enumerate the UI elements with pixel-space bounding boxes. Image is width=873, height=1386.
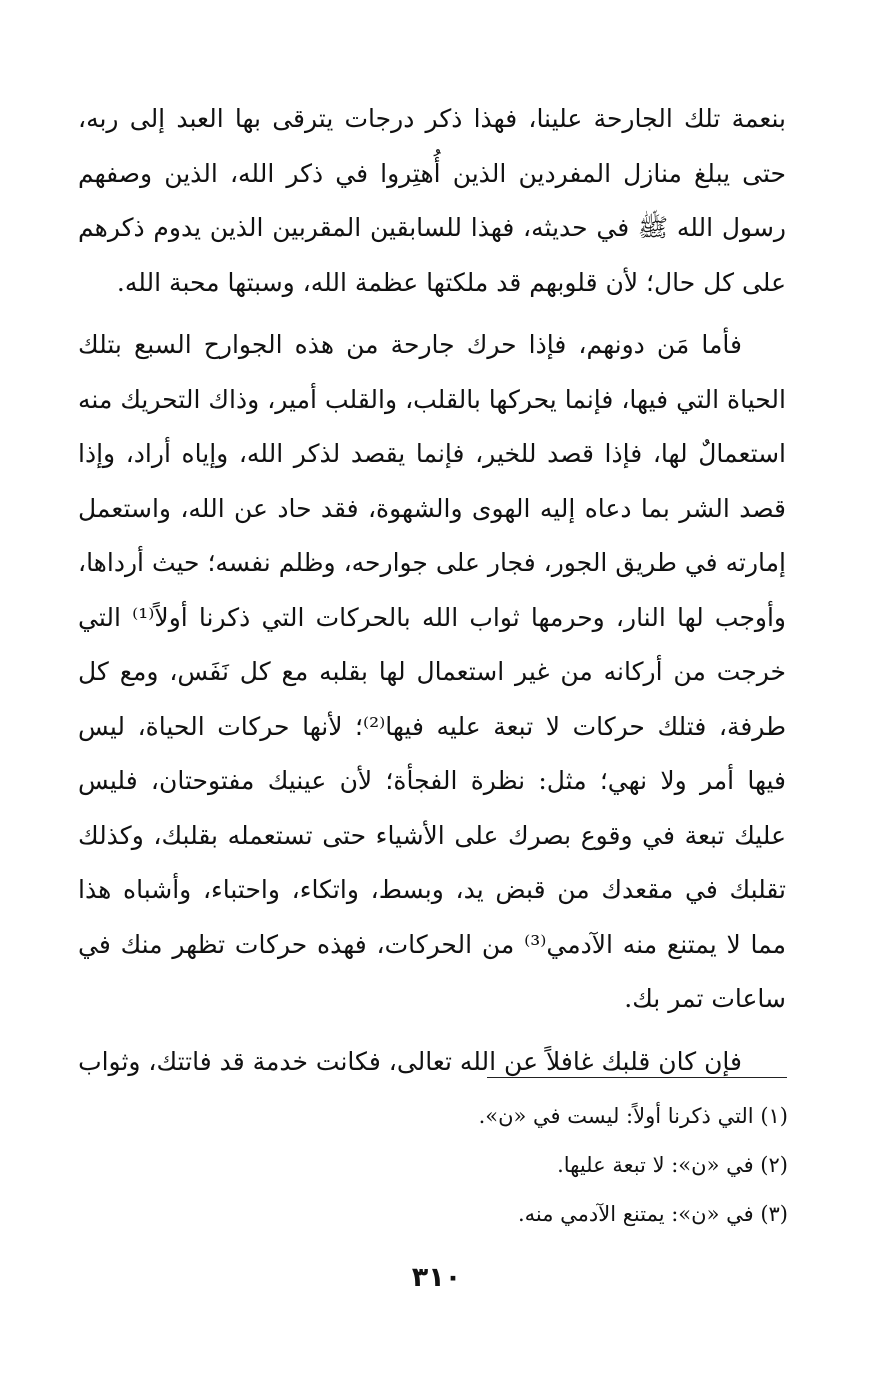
footnote-separator	[487, 1077, 787, 1078]
paragraph-1: بنعمة تلك الجارحة علينا، فهذا ذكر درجات يترقى بها العبد إلى ربه، حتى يبلغ منازل المفردين الذين أُهتِروا في ذكر الله، الذين وصفهم رسول الله ﷺ في حديثه، فهذا للسابقين المقربين الذين يدوم ذكرهم على كل حال؛ لأن قلوبهم قد ملكتها عظمة الله، وسبتها محبة الله.	[78, 104, 786, 297]
main-text	[78, 92, 786, 1089]
page-number: ٣١٠	[411, 1262, 462, 1293]
footnotes	[300, 1092, 788, 1239]
footnote-2: (٢) في «ن»: لا تبعة عليها.	[557, 1153, 788, 1177]
footnote-3: (٣) في «ن»: يمتنع الآدمي منه.	[517, 1202, 788, 1226]
paragraph-2: فأما مَن دونهم، فإذا حرك جارحة من هذه الجوارح السبع بتلك الحياة التي فيها، فإنما يحركها بالقلب، والقلب أمير، وذاك التحريك منه استعمالٌ لها، فإذا قصد للخير، فإنما يقصد لذكر الله، وإياه أراد، وإذا قصد الشر بما دعاه إليه الهوى والشهوة، فقد حاد عن الله، واستعمل إمارته في طريق الجور، فجار على جوارحه، وظلم نفسه؛ حيث أرداها، وأوجب لها النار، وحرمها ثواب الله بالحركات التي ذكرنا أولاً⁽¹⁾ التي خرجت من أركانه من غير استعمال لها بقلبه مع كل نَفَس، ومع كل طرفة، فتلك حركات لا تبعة عليه فيها⁽²⁾؛ لأنها حركات الحياة، ليس فيها أمر ولا نهي؛ مثل: نظرة الفجأة؛ لأن عينيك مفتوحتان، فليس عليك تبعة في وقوع بصرك على الأشياء حتى تستعمله بقلبك، وكذلك تقلبك في مقعدك من قبض يد، وبسط، واتكاء، واحتباء، وأشباه هذا مما لا يمتنع منه الآدمي⁽³⁾ من الحركات، فهذه حركات تظهر منك في ساعات تمر بك.	[78, 330, 787, 1013]
footnote-1: (١) التي ذكرنا أولاً: ليست في «ن».	[478, 1104, 788, 1128]
paragraph-3: فإن كان قلبك غافلاً عن الله تعالى، فكانت خدمة قد فاتتك، وثواب	[78, 1046, 742, 1076]
